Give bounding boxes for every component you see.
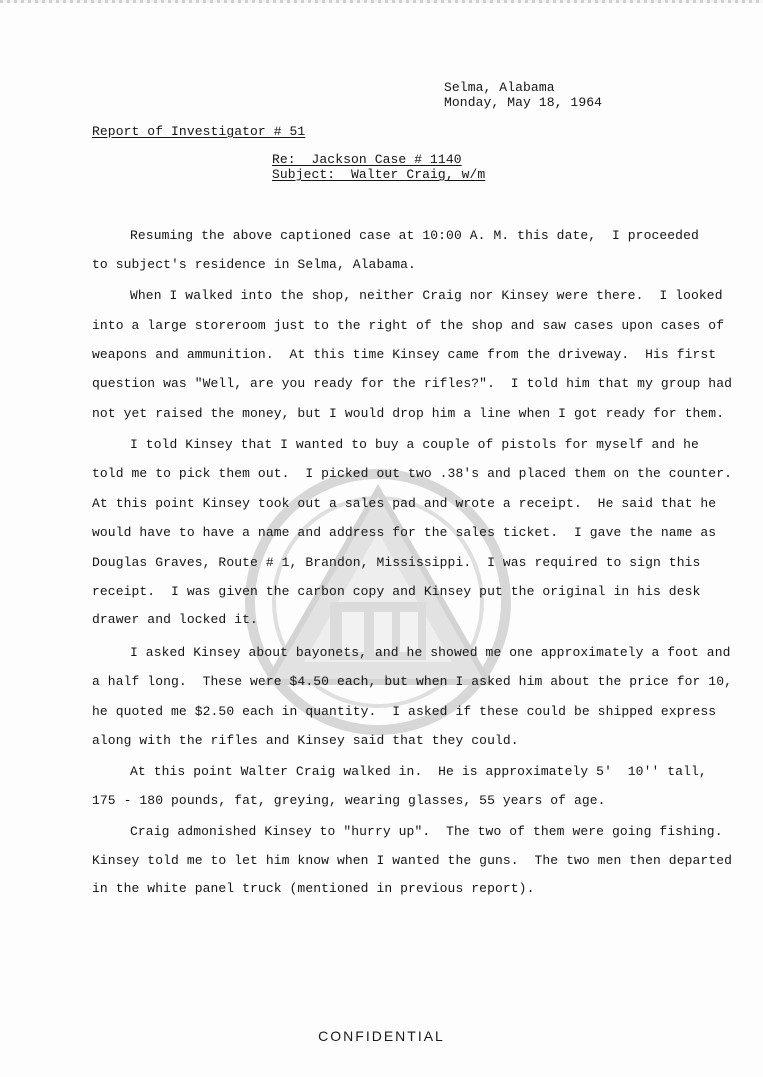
body-line: I told Kinsey that I wanted to buy a couple of pistols for myself and he <box>130 437 699 452</box>
body-line: in the white panel truck (mentioned in previous report). <box>92 881 535 896</box>
body-line: into a large storeroom just to the right of the shop and saw cases upon cases of <box>92 318 725 333</box>
confidential-footer: CONFIDENTIAL <box>318 1028 445 1044</box>
scan-edge <box>0 0 763 3</box>
case-reference: Re: Jackson Case # 1140 <box>272 152 462 167</box>
body-line: to subject's residence in Selma, Alabama. <box>92 257 416 272</box>
header-place: Selma, Alabama <box>444 80 555 95</box>
body-line: receipt. I was given the carbon copy and Kinsey put the original in his desk <box>92 584 701 599</box>
body-line: a half long. These were $4.50 each, but when I asked him about the price for 10, <box>92 674 733 689</box>
body-line: Resuming the above captioned case at 10:00 A. M. this date, I proceeded <box>130 228 699 243</box>
body-line: question was "Well, are you ready for the rifles?". I told him that my group had <box>92 376 733 391</box>
report-title: Report of Investigator # 51 <box>92 124 306 139</box>
body-line: along with the rifles and Kinsey said that they could. <box>92 733 519 748</box>
body-line: drawer and locked it. <box>92 612 258 627</box>
body-line: Douglas Graves, Route # 1, Brandon, Mississippi. I was required to sign this <box>92 555 701 570</box>
body-line: told me to pick them out. I picked out two .38's and placed them on the counter. <box>92 466 733 481</box>
header-date: Monday, May 18, 1964 <box>444 95 603 110</box>
body-line: weapons and ammunition. At this time Kinsey came from the driveway. His first <box>92 347 717 362</box>
body-line: he quoted me $2.50 each in quantity. I asked if these could be shipped express <box>92 704 717 719</box>
body-line: 175 - 180 pounds, fat, greying, wearing glasses, 55 years of age. <box>92 793 606 808</box>
body-line: not yet raised the money, but I would drop him a line when I got ready for them. <box>92 406 725 421</box>
body-line: I asked Kinsey about bayonets, and he showed me one approximately a foot and <box>130 645 731 660</box>
body-line: At this point Kinsey took out a sales pad and wrote a receipt. He said that he <box>92 496 717 511</box>
body-line: would have to have a name and address for the sales ticket. I gave the name as <box>92 525 717 540</box>
body-line: Craig admonished Kinsey to "hurry up". The two of them were going fishing. <box>130 824 723 839</box>
body-line: When I walked into the shop, neither Craig nor Kinsey were there. I looked <box>130 288 723 303</box>
body-line: Kinsey told me to let him know when I wanted the guns. The two men then departed <box>92 853 733 868</box>
body-line: At this point Walter Craig walked in. He is approximately 5' 10'' tall, <box>130 764 707 779</box>
case-subject: Subject: Walter Craig, w/m <box>272 167 486 182</box>
